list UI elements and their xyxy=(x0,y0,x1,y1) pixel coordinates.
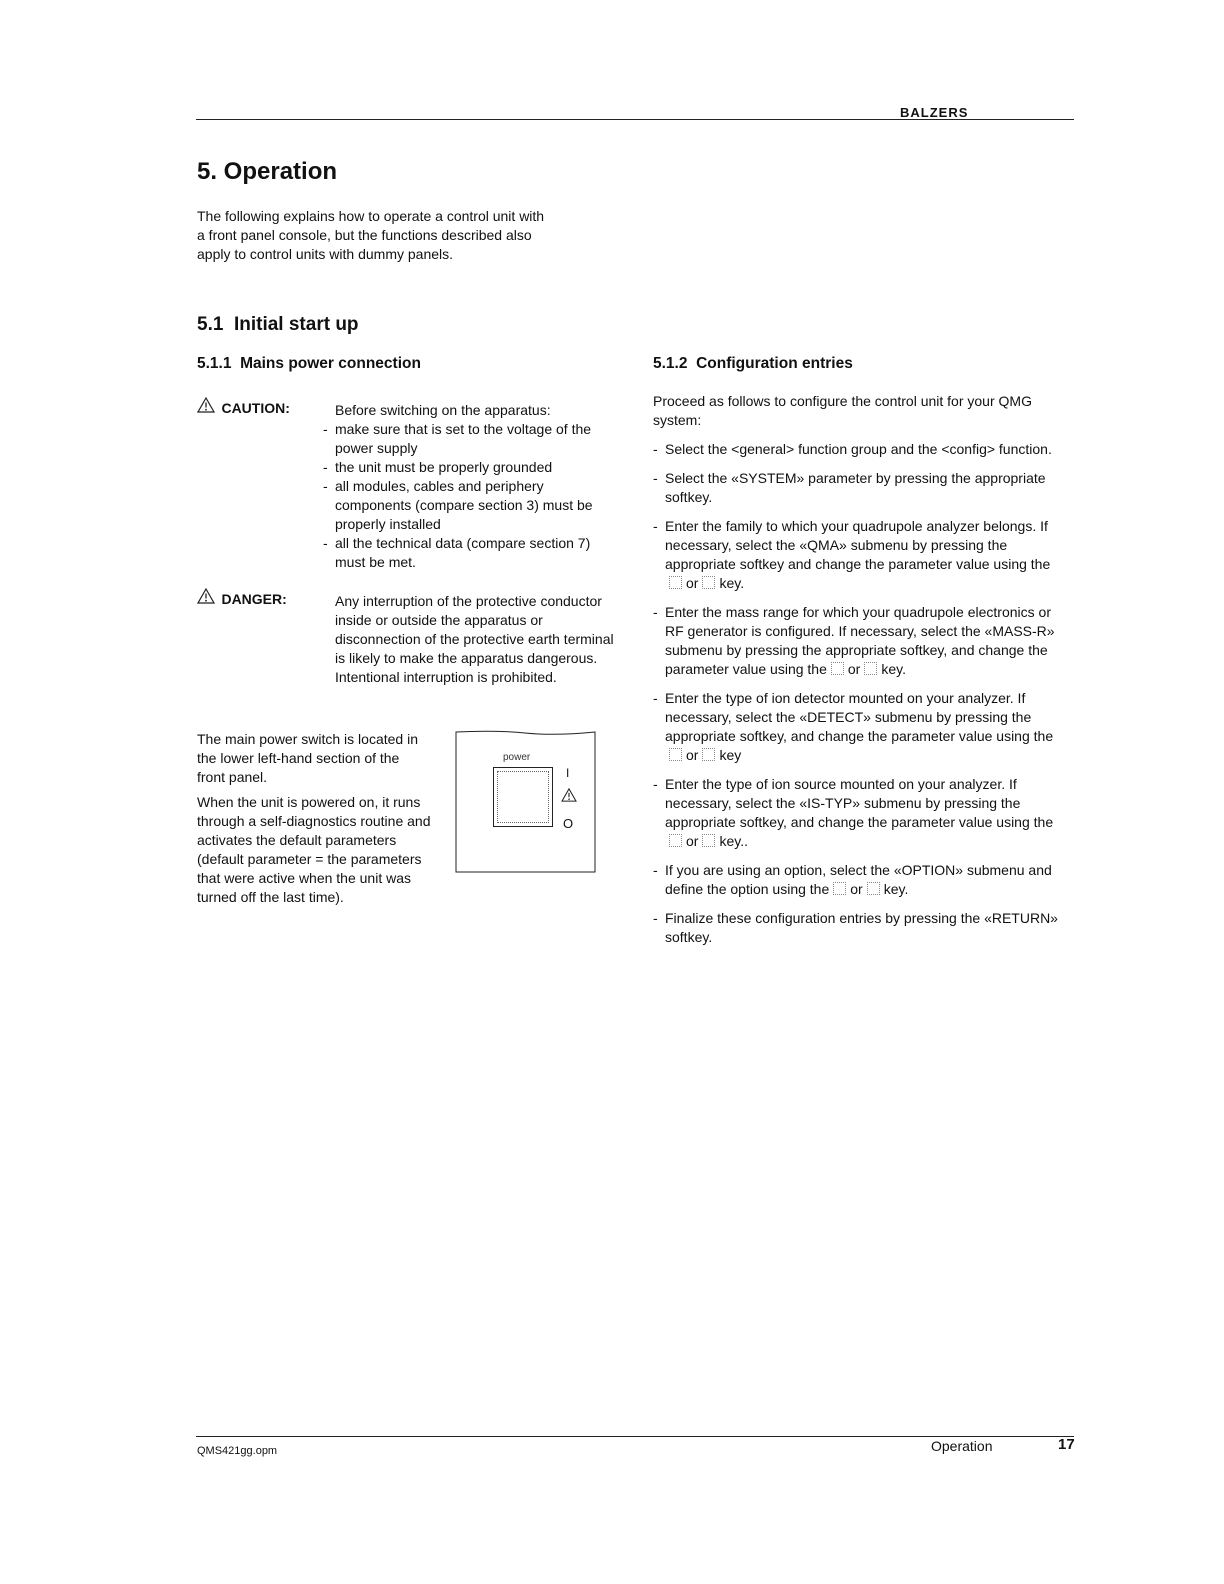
list-item xyxy=(653,440,1068,459)
footer-section: Operation xyxy=(931,1438,993,1454)
section-heading: 5.1 Initial start up xyxy=(197,314,359,335)
off-symbol: O xyxy=(563,816,574,831)
step-text: Finalize these configuration entries by pressing the «RETURN» softkey. xyxy=(665,910,1058,945)
caution-body xyxy=(323,401,619,572)
brand-logo: BALZERS xyxy=(900,105,969,120)
danger-label: DANGER: xyxy=(221,591,287,607)
subsection-heading-mains: 5.1.1 Mains power connection xyxy=(197,355,421,372)
list-item xyxy=(653,517,1068,593)
step-text: Enter the mass range for which your quadrupole electronics or RF generator is configured. If necessary, select the «MASS-R» submenu by pressing the appropriate softkey, and change the parameter value using the xyxy=(665,604,1055,677)
down-key-icon xyxy=(702,576,715,589)
warning-triangle-icon xyxy=(561,788,577,807)
on-symbol: I xyxy=(566,766,570,780)
down-key-icon xyxy=(864,662,877,675)
footer-filename: QMS421gg.opm xyxy=(197,1445,278,1457)
list-item: - make sure that is set to the voltage of the power supply xyxy=(323,420,619,458)
step-end: key. xyxy=(883,881,909,897)
footer-rule xyxy=(196,1436,1074,1437)
up-key-icon xyxy=(831,662,844,675)
list-item xyxy=(653,909,1068,947)
or-word: or xyxy=(686,833,699,849)
down-key-icon xyxy=(702,748,715,761)
up-key-icon xyxy=(669,748,682,761)
power-switch-paragraph: The main power switch is located in the lower left-hand section of the front panel. xyxy=(197,731,418,785)
list-item: - the unit must be properly grounded xyxy=(323,458,619,477)
page-title: 5. Operation xyxy=(197,158,338,185)
intro-line: apply to control units with dummy panels. xyxy=(197,246,454,262)
step-text: Enter the type of ion source mounted on your analyzer. If necessary, select the «IS-TYP» submenu by pressing the appropriate softkey, and change the parameter value using the xyxy=(665,776,1054,830)
up-key-icon xyxy=(833,882,846,895)
danger-text: Any interruption of the protective conductor inside or outside the apparatus or disconnection of the protective earth terminal is likely to make the apparatus dangerous. Intentional interruption is prohibited. xyxy=(335,593,614,685)
or-word: or xyxy=(686,575,699,591)
caution-label: CAUTION: xyxy=(221,400,290,416)
warning-triangle-icon xyxy=(197,588,217,609)
step-text: Enter the family to which your quadrupole analyzer belongs. If necessary, select the «QMA» submenu by pressing the appropriate softkey and change the parameter value using the xyxy=(665,518,1051,572)
caution-list xyxy=(323,420,619,572)
or-word: or xyxy=(686,747,699,763)
page-number: 17 xyxy=(1058,1436,1075,1453)
step-end: key. xyxy=(719,575,745,591)
power-label: power xyxy=(503,752,531,763)
step-text: Select the «SYSTEM» parameter by pressing the appropriate softkey. xyxy=(665,470,1046,505)
subsection-heading-config: 5.1.2 Configuration entries xyxy=(653,355,853,372)
step-end: key. xyxy=(881,661,906,677)
list-item: - all the technical data (compare section 7) must be met. xyxy=(323,534,619,572)
power-panel-figure xyxy=(455,730,600,875)
list-item xyxy=(653,603,1068,679)
power-switch-button[interactable] xyxy=(493,767,553,827)
warning-triangle-icon xyxy=(197,397,217,418)
up-key-icon xyxy=(669,576,682,589)
step-end: key.. xyxy=(719,833,748,849)
danger-label-group xyxy=(197,588,327,609)
caution-label-group xyxy=(197,397,327,418)
up-key-icon xyxy=(669,834,682,847)
down-key-icon xyxy=(702,834,715,847)
list-item xyxy=(653,469,1068,507)
step-text: Select the <general> function group and the <config> function. xyxy=(665,441,1052,457)
list-item xyxy=(653,689,1068,765)
list-item xyxy=(653,775,1068,851)
list-item xyxy=(653,861,1068,899)
or-word: or xyxy=(850,881,863,897)
intro-paragraph xyxy=(197,207,637,264)
list-item: - all modules, cables and periphery components (compare section 3) must be properly installed xyxy=(323,477,619,534)
intro-line: a front panel console, but the functions described also xyxy=(197,227,532,243)
caution-lead: Before switching on the apparatus: xyxy=(335,402,551,418)
step-text: Enter the type of ion detector mounted on your analyzer. If necessary, select the «DETECT» submenu by pressing the appropriate softkey, and change the parameter value using the xyxy=(665,690,1054,744)
step-text: If you are using an option, select the «OPTION» submenu and define the option using the xyxy=(665,862,1052,897)
intro-line: The following explains how to operate a control unit with xyxy=(197,208,545,224)
or-word: or xyxy=(847,661,861,677)
config-intro: Proceed as follows to configure the control unit for your QMG system: xyxy=(653,393,1032,428)
config-steps xyxy=(653,440,1068,957)
step-end: key xyxy=(719,747,742,763)
down-key-icon xyxy=(867,882,880,895)
power-on-paragraph: When the unit is powered on, it runs through a self-diagnostics routine and activates the default parameters (default parameter = the parameters that were active when the unit was turned off the last time). xyxy=(197,794,431,905)
